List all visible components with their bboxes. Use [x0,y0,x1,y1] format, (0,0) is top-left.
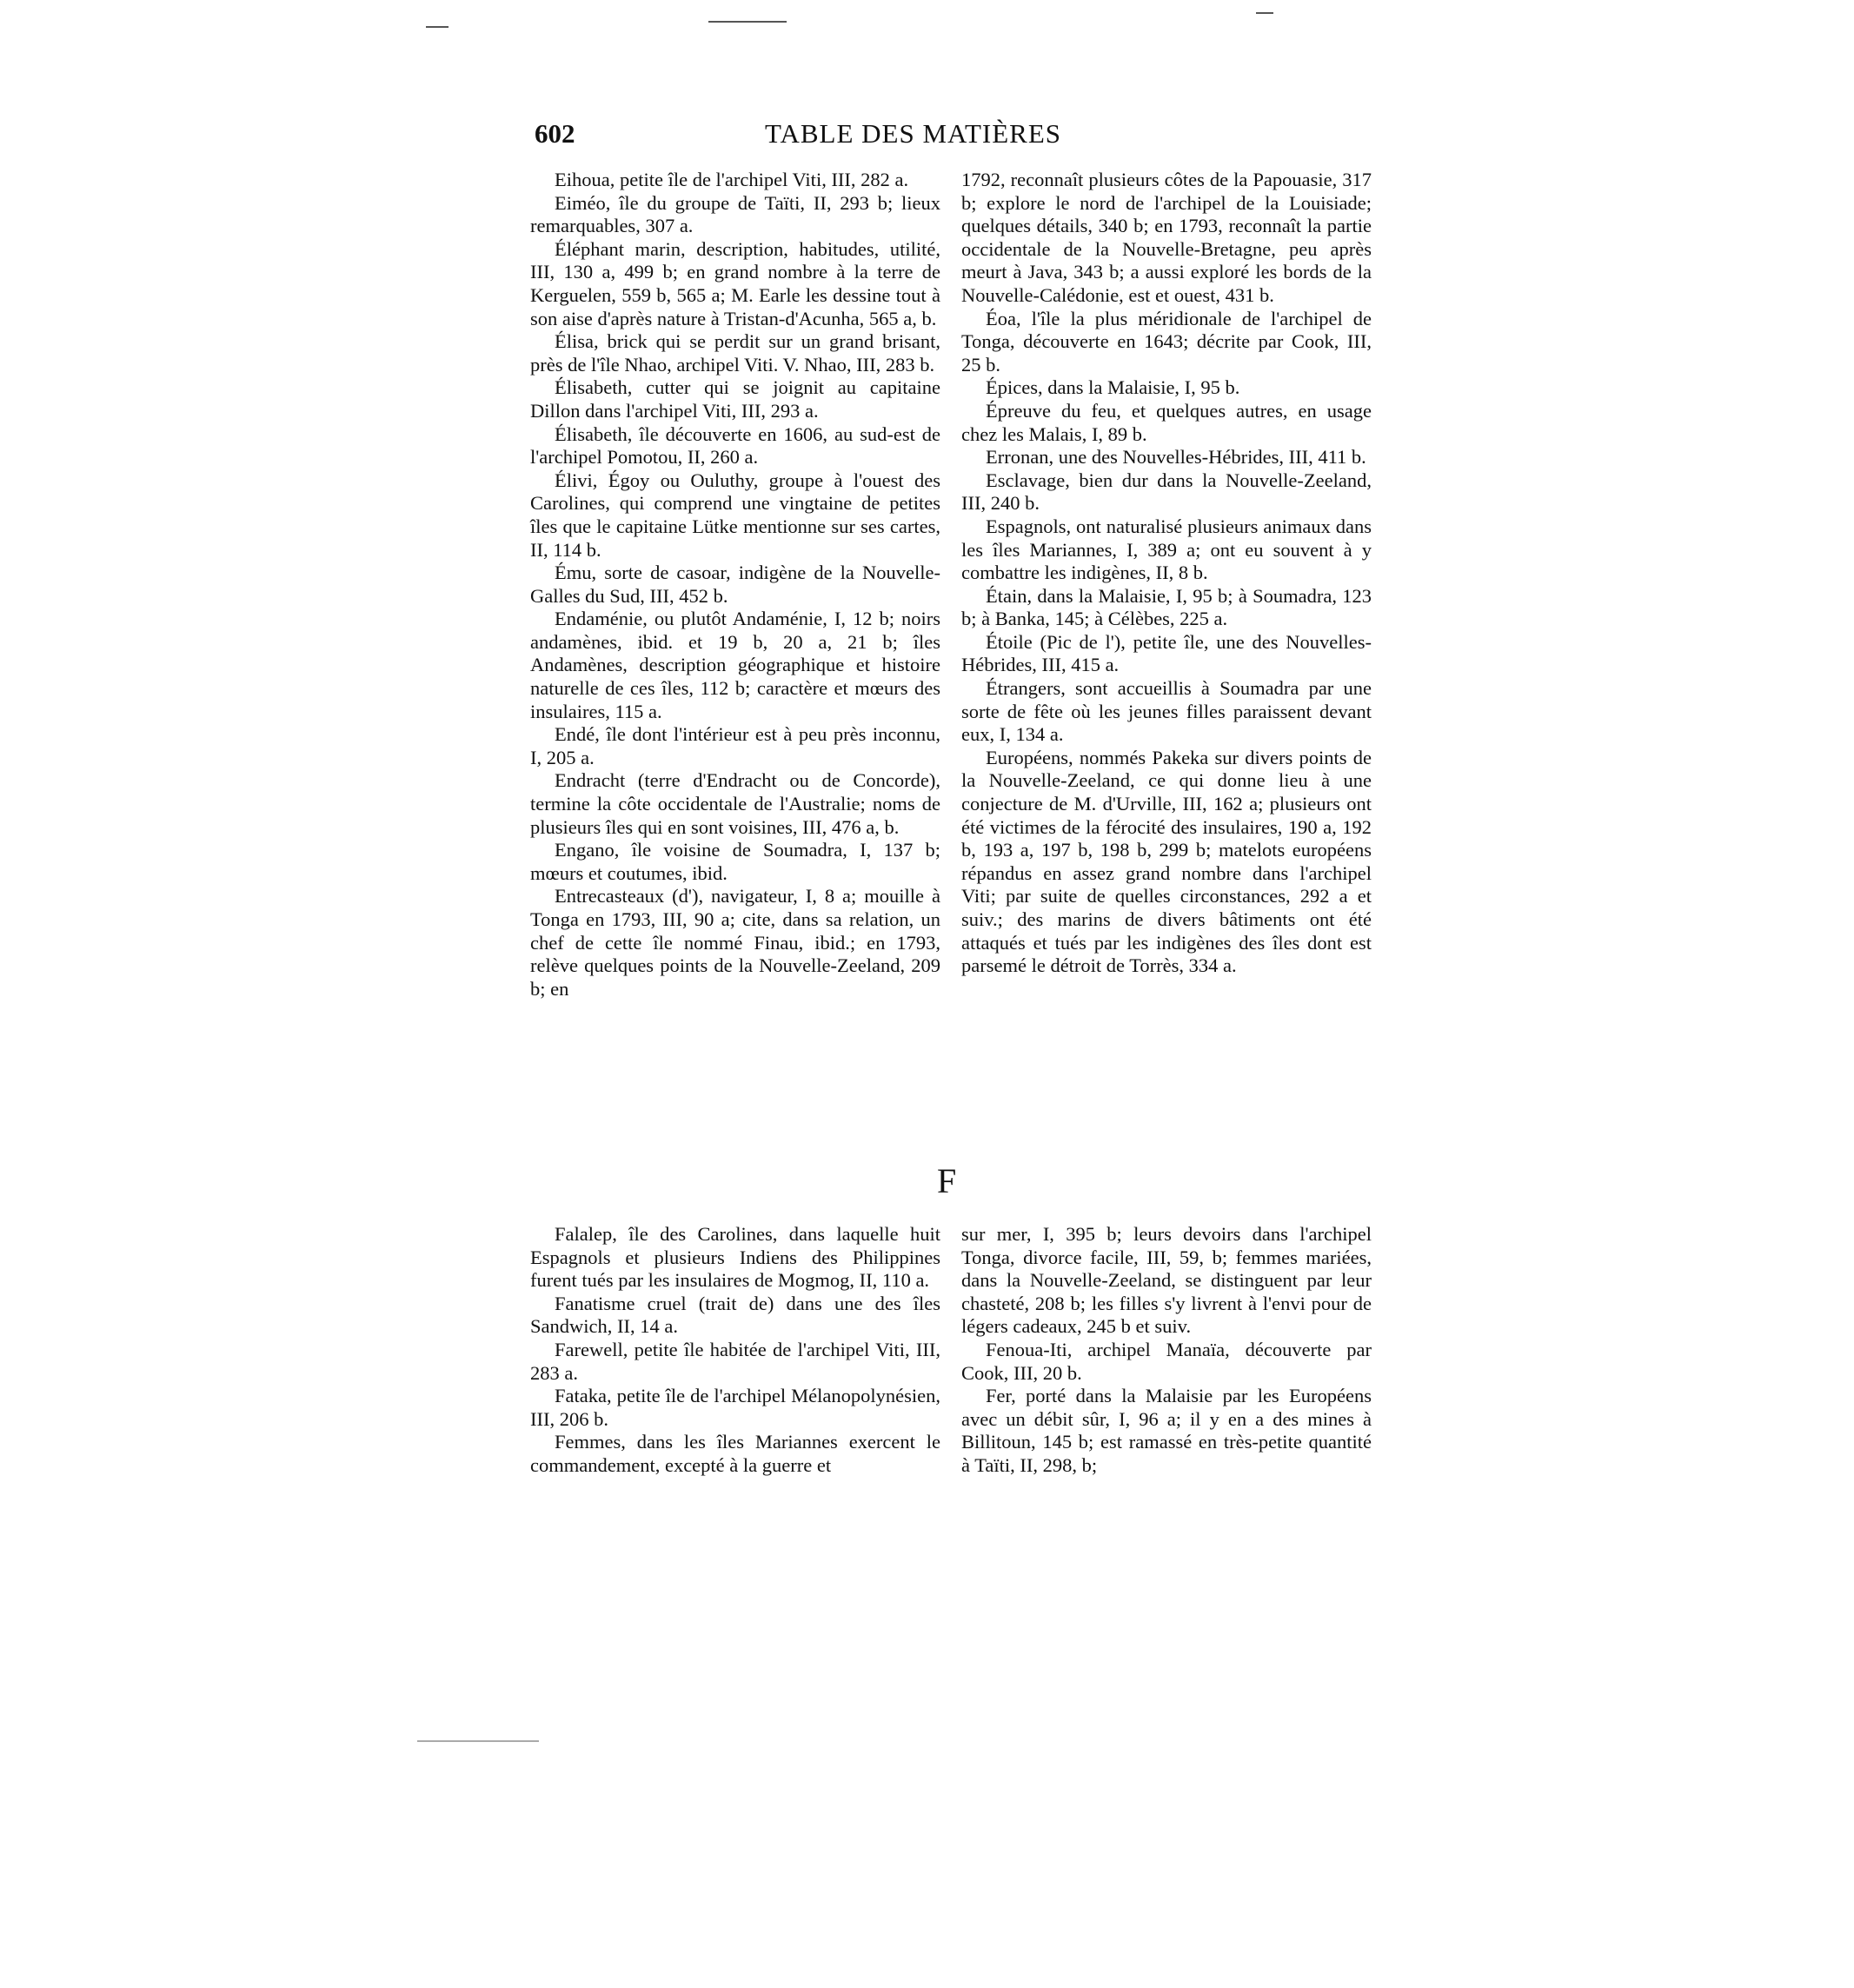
scan-mark [417,1740,539,1742]
index-entry: Élisa, brick qui se perdit sur un grand brisant, près de l'île Nhao, archipel Viti. V. Nhao, III, 283 b. [530,330,940,376]
index-entry: Endracht (terre d'Endracht ou de Concorde), termine la côte occidentale de l'Australie; noms de plusieurs îles qui en sont voisines, III, 476 a, b. [530,769,940,838]
index-column-right-f [961,1223,1372,1478]
index-entry: Élisabeth, cutter qui se joignit au capitaine Dillon dans l'archipel Viti, III, 293 a. [530,376,940,422]
scan-mark [1256,12,1273,14]
index-entry: Fer, porté dans la Malaisie par les Européens avec un débit sûr, I, 96 a; il y en a des mines à Billitoun, 145 b; est ramassé en très-petite quantité à Taïti, II, 298, b; [961,1385,1372,1476]
index-entry: Eiméo, île du groupe de Taïti, II, 293 b; lieux remarquables, 307 a. [530,191,940,237]
index-entry: Fenoua-Iti, archipel Manaïa, découverte par Cook, III, 20 b. [961,1338,1372,1384]
index-column-left-e [530,169,940,1001]
index-entry: Étain, dans la Malaisie, I, 95 b; à Soumadra, 123 b; à Banka, 145; à Célèbes, 225 a. [961,584,1372,630]
scan-mark [426,26,449,28]
index-column-left-f [530,1223,940,1478]
index-entry: Eihoua, petite île de l'archipel Viti, III, 282 a. [555,169,909,190]
index-column-right-e [961,169,1372,978]
index-entry: 1792, reconnaît plusieurs côtes de la Papouasie, 317 b; explore le nord de l'archipel de la Louisiade; quelques détails, 340 b; en 1793, reconnaît la partie occidentale de la Nouvelle-Bretagne, peu après meurt à Java, 343 b; a aussi exploré les bords de la Nouvelle-Calédonie, est et ouest, 431 b. [961,169,1372,306]
index-entry: Falalep, île des Carolines, dans laquelle huit Espagnols et plusieurs Indiens des Philippines furent tués par les insulaires de Mogmog, II, 110 a. [530,1223,940,1292]
section-letter: F [937,1161,957,1200]
index-entry: Engano, île voisine de Soumadra, I, 137 b; mœurs et coutumes, ibid. [530,839,940,884]
index-entry: Femmes, dans les îles Mariannes exercent le commandement, excepté à la guerre et [530,1431,940,1476]
index-entry: sur mer, I, 395 b; leurs devoirs dans l'archipel Tonga, divorce facile, III, 59, b; femmes mariées, dans la Nouvelle-Zeeland, se distinguent par leur chasteté, 208 b; les filles s'y livrent à l'envi pour de légers cadeaux, 245 b et suiv. [961,1223,1372,1338]
index-entry: Européens, nommés Pakeka sur divers points de la Nouvelle-Zeeland, ce qui donne lieu à une conjecture de M. d'Urville, III, 162 a; plusieurs ont été victimes de la férocité des insulaires, 190 a, 192 b, 193 a, 197 b, 198 b, 299 b; matelots européens répandus en assez grand nombre dans l'archipel Viti; par suite de quelles circonstances, 292 a et suiv.; des marins de divers bâtiments ont été attaqués et tués par les indigènes des îles dont est parsemé le détroit de Torrès, 334 a. [961,746,1372,977]
index-entry: Étrangers, sont accueillis à Soumadra par une sorte de fête où les jeunes filles paraissent devant eux, I, 134 a. [961,677,1372,746]
index-entry: Endé, île dont l'intérieur est à peu près inconnu, I, 205 a. [530,723,940,768]
index-entry: Épices, dans la Malaisie, I, 95 b. [986,376,1240,399]
page-number: 602 [535,118,575,149]
index-entry: Espagnols, ont naturalisé plusieurs animaux dans les îles Mariannes, I, 389 a; ont eu souvent à y combattre les indigènes, II, 8 b. [961,515,1372,584]
index-entry: Élisabeth, île découverte en 1606, au sud-est de l'archipel Pomotou, II, 260 a. [530,422,940,469]
index-entry: Épreuve du feu, et quelques autres, en usage chez les Malais, I, 89 b. [961,399,1372,445]
scan-mark [708,21,787,23]
index-entry: Ému, sorte de casoar, indigène de la Nouvelle-Galles du Sud, III, 452 b. [530,562,940,607]
running-title: TABLE DES MATIÈRES [765,118,1062,149]
index-entry: Esclavage, bien dur dans la Nouvelle-Zeeland, III, 240 b. [961,469,1372,515]
index-entry: Erronan, une des Nouvelles-Hébrides, III, 411 b. [986,446,1366,469]
index-entry: Farewell, petite île habitée de l'archipel Viti, III, 283 a. [530,1338,940,1384]
index-entry: Entrecasteaux (d'), navigateur, I, 8 a; mouille à Tonga en 1793, III, 90 a; cite, dans sa relation, un chef de cette île nommé Finau, ibid.; en 1793, relève quelques points de la Nouvelle-Zeeland, 209 b; en [530,885,940,1000]
index-entry: Fanatisme cruel (trait de) dans une des îles Sandwich, II, 14 a. [530,1292,940,1338]
index-entry: Éoa, l'île la plus méridionale de l'archipel de Tonga, découverte en 1643; décrite par Cook, III, 25 b. [961,307,1372,376]
index-entry: Étoile (Pic de l'), petite île, une des Nouvelles-Hébrides, III, 415 a. [961,630,1372,676]
index-entry: Élivi, Égoy ou Ouluthy, groupe à l'ouest des Carolines, qui comprend une vingtaine de petites îles que le capitaine Lütke mentionne sur ses cartes, II, 114 b. [530,469,940,561]
index-entry: Éléphant marin, description, habitudes, utilité, III, 130 a, 499 b; en grand nombre à la terre de Kerguelen, 559 b, 565 a; M. Earle les dessine tout à son aise d'après nature à Tristan-d'Acunha, 565 a, b. [530,237,940,329]
index-entry: Fataka, petite île de l'archipel Mélanopolynésien, III, 206 b. [530,1385,940,1430]
index-entry: Endaménie, ou plutôt Andaménie, I, 12 b; noirs andamènes, ibid. et 19 b, 20 a, 21 b; îles Andamènes, description géographique et histoire naturelle de ces îles, 112 b; caractère et mœurs des insulaires, 115 a. [530,608,940,722]
